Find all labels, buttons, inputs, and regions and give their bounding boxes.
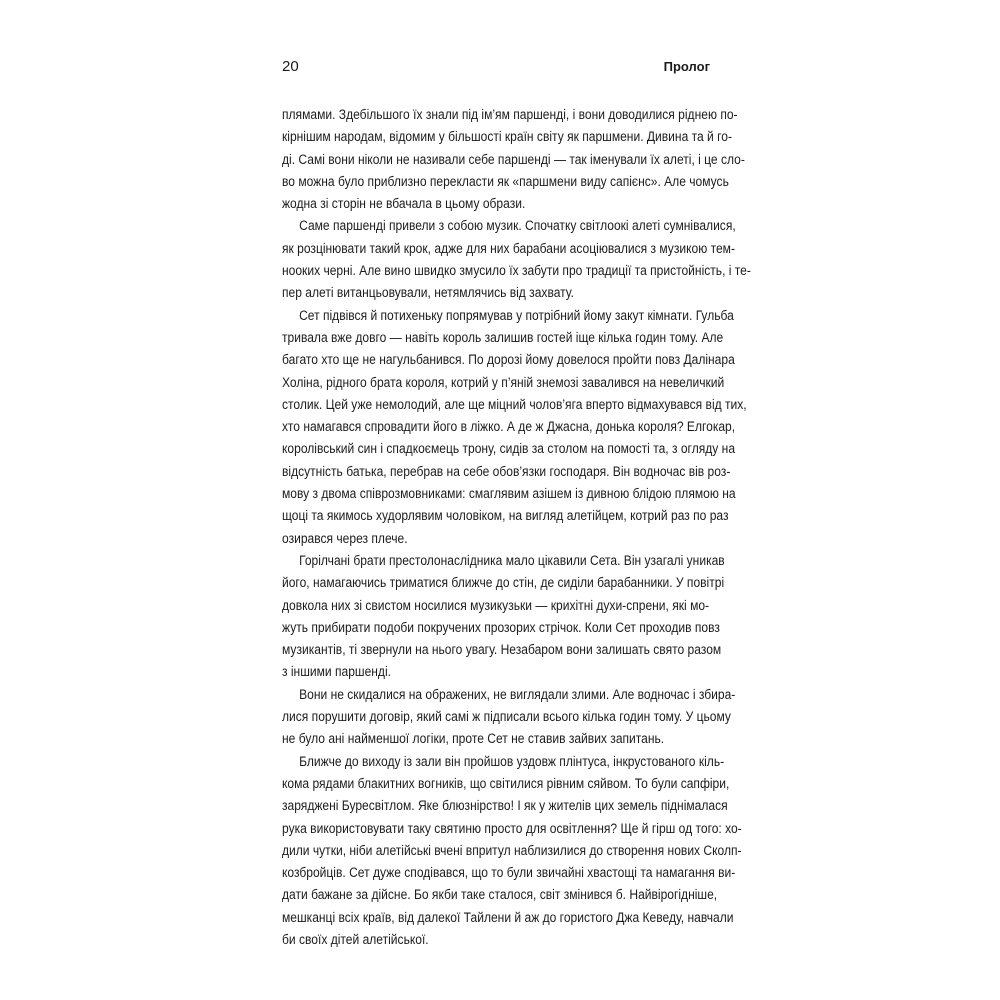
text-line: Ближче до виходу із зали він пройшов уздовж плінтуса, інкрустованого кіль- bbox=[299, 753, 725, 769]
text-line: озирався через плече. bbox=[282, 530, 408, 546]
text-line: дили чутки, ніби алетійські вчені впритул наблизилися до створення нових Сколп- bbox=[282, 842, 742, 858]
text-line: дати бажане за дійсне. Бо якби таке сталося, світ змінився б. Найвірогідніше, bbox=[282, 887, 718, 903]
text-line: як розцінювати такий крок, адже для них барабани асоціювалися з музикою тем- bbox=[282, 240, 735, 256]
text-line: багато хто ще не нагульбанився. По дорозі йому довелося пройти повз Далінара bbox=[282, 352, 735, 368]
text-line: Горілчані брати престолонаслідника мало цікавили Сета. Він узагалі уникав bbox=[299, 552, 725, 568]
text-line: лися порушити договір, який самі ж підписали всього кілька годин тому. У цьому bbox=[282, 709, 731, 725]
text-line: ді. Самі вони ніколи не називали себе паршенді — так іменували їх алеті, і це сло- bbox=[282, 151, 745, 167]
text-line: нооких черні. Але вино швидко змусило їх забути про традиції та пристойність, і те- bbox=[282, 263, 751, 279]
text-line: кома рядами блакитних вогників, що світилися рівним сяйвом. То були сапфіри, bbox=[282, 775, 730, 791]
text-line: музикантів, ті звернули на нього увагу. Незабаром вони залишать свято разом bbox=[282, 642, 722, 658]
text-line: плямами. Здебільшого їх знали під ім’ям паршенді, і вони доводилися ріднею по- bbox=[282, 107, 738, 122]
text-line: не було ані найменшої логіки, проте Сет не ставив зайвих запитань. bbox=[282, 731, 665, 747]
text-line: жодна зі сторін не вбачала в цьому образи. bbox=[282, 196, 526, 212]
book-page bbox=[282, 58, 751, 951]
text-line: мову з двома співрозмовниками: смаглявим азішем із дивною блідою плямою на bbox=[282, 486, 736, 502]
text-line: би своїх дітей алетійської. bbox=[282, 931, 429, 947]
text-line: Вони не скидалися на ображених, не виглядали злими. Але водночас і збира- bbox=[299, 686, 736, 702]
paragraph bbox=[282, 684, 736, 751]
text-line: довкола них зі свистом носилися музикузьки — крихітні духи-спрени, які мо- bbox=[282, 597, 710, 613]
text-line: мешканці всіх країв, від далекої Тайлени й аж до гористого Джа Кеведу, навчали bbox=[282, 909, 734, 925]
text-line: столик. Цей уже немолодий, але ще міцний чолов’яга вперто відмахувався від тих, bbox=[282, 396, 747, 412]
paragraph bbox=[282, 550, 725, 684]
running-head: Пролог bbox=[663, 59, 710, 74]
text-line: рука використовувати таку святиню просто для освітлення? Ще й гірш од того: хо- bbox=[282, 820, 742, 836]
paragraph bbox=[282, 305, 747, 550]
text-line: Холіна, рідного брата короля, котрий у п’яній знемозі завалився на невеличкий bbox=[282, 374, 725, 390]
text-line: тривала вже довго — навіть король залишив гостей іще кілька годин тому. Але bbox=[282, 329, 724, 345]
page-header bbox=[282, 58, 710, 86]
paragraph bbox=[282, 751, 742, 952]
text-line: Саме паршенді привели з собою музик. Спочатку світлоокі алеті сумнівалися, bbox=[299, 218, 736, 234]
text-line: королівський син і спадкоємець трону, сидів за столом на помості та, з огляду на bbox=[282, 441, 736, 457]
text-line: щоці та якимось худорлявим чоловіком, на вигляд алетійцем, котрий раз по раз bbox=[282, 508, 729, 524]
text-line: його, намагаючись триматися ближче до стін, де сиділи барабанники. У повітрі bbox=[282, 575, 725, 591]
text-line: пер алеті витанцьовували, нетямлячись від захвату. bbox=[282, 285, 574, 301]
text-line: жуть прибирати подоби покручених прозорих стрічок. Коли Сет проходив повз bbox=[282, 619, 720, 635]
text-line: хто намагався спровадити його в ліжко. А де ж Джасна, донька короля? Елгокар, bbox=[282, 419, 736, 435]
paragraph bbox=[282, 104, 745, 215]
body-text bbox=[282, 104, 751, 951]
text-line: во можна було приблизно перекласти як «паршмени виду сапієнс». Але чомусь bbox=[282, 173, 729, 189]
page-number: 20 bbox=[282, 58, 299, 75]
text-line: козбройців. Сет дуже сподівався, що то були звичайні хвастощі та намагання ви- bbox=[282, 865, 736, 881]
text-line: з іншими паршенді. bbox=[282, 664, 391, 680]
text-line: кірнішим народам, відомим у більшості країн світу як паршмени. Дивина та й го- bbox=[282, 129, 732, 145]
paragraph bbox=[282, 215, 751, 304]
text-line: відсутність батька, перебрав на себе обов’язки господаря. Він водночас вів роз- bbox=[282, 463, 731, 479]
text-line: заряджені Буресвітлом. Яке блюзнірство! І як у жителів цих земель піднімалася bbox=[282, 798, 728, 814]
text-line: Сет підвівся й потихеньку попрямував у потрібний йому закут кімнати. Гульба bbox=[299, 307, 734, 323]
